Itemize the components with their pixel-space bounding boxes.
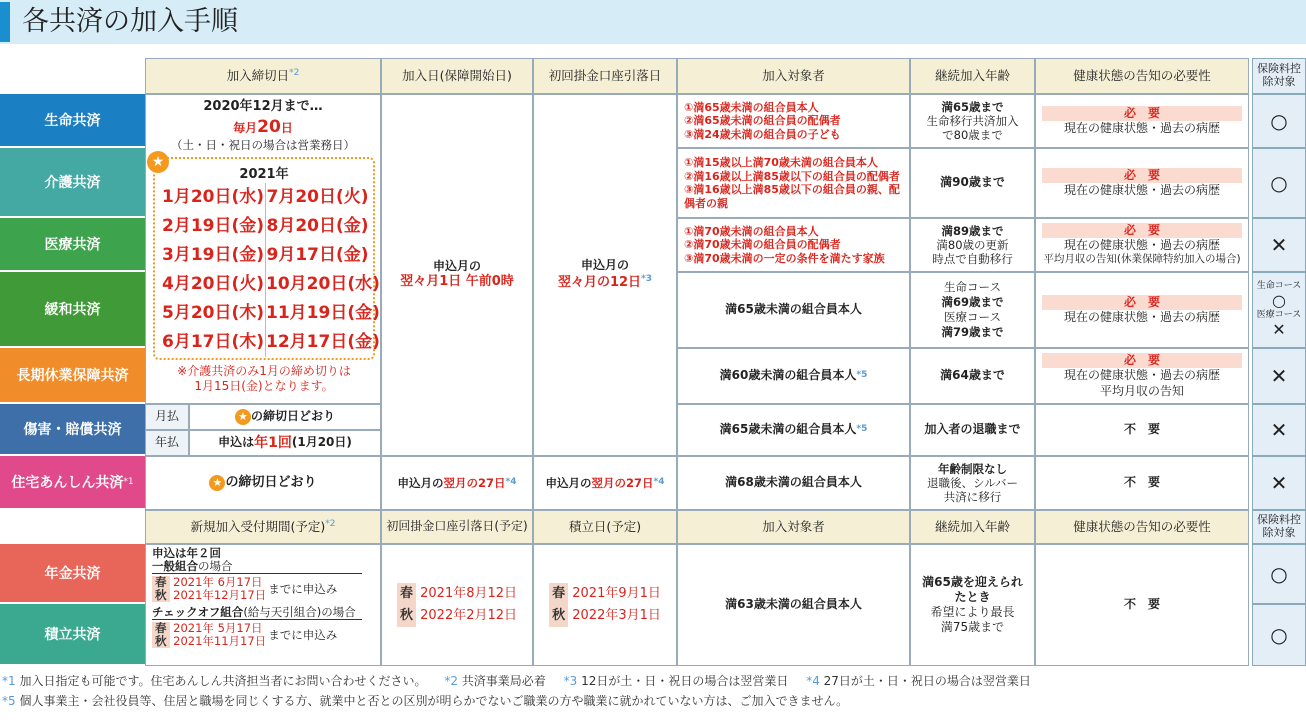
deadline-date: 7月20日(火): [266, 187, 369, 207]
annual-text: 申込は 年1回 (1月20日): [189, 430, 381, 456]
pension-accum: 春 2021年9月1日 秋 2022年3月1日: [533, 544, 677, 666]
deduction-kaigo: ○: [1252, 148, 1306, 218]
header-continue-age: 継続加入年齢: [910, 58, 1035, 94]
health-kanwa: 必 要 現在の健康状態・過去の病歴: [1035, 272, 1249, 348]
pension-age: 満65歳を迎えられ たとき 希望により最長 満75歳まで: [910, 544, 1035, 666]
header-deadline: 加入締切日$^{*2}$: [145, 58, 381, 94]
dates-box: [153, 157, 380, 360]
first-debit-cell: 申込月の 翌々月の12日$^{*3}$: [533, 94, 677, 456]
deduction-kyugyo: ✕: [1252, 348, 1306, 404]
deadline-holiday-note: （土・日・祝日の場合は営業務日）: [171, 137, 355, 152]
deduction-shogai: ✕: [1252, 404, 1306, 456]
health-jutaku: 不 要: [1035, 456, 1249, 510]
header2-period: 新規加入受付期間(予定)$^{*2}$: [145, 510, 381, 544]
deadline-monthly: 毎月20日: [233, 116, 293, 137]
age-kanwa: 生命コース 満69歳まで 医療コース 満79歳まで: [910, 272, 1035, 348]
eligible-jutaku: 満68歳未満の組合員本人: [677, 456, 910, 510]
header-health: 健康状態の告知の必要性: [1035, 58, 1249, 94]
deduction-kanwa: 生命コース ○ 医療コース ✕: [1252, 272, 1306, 348]
deadline-date: 3月19日(金): [161, 245, 265, 265]
deduction-tsumitate: ○: [1252, 604, 1306, 666]
age-seimei: 満65歳まで 生命移行共済加入 で80歳まで: [910, 94, 1035, 148]
deduction-iryo: ✕: [1252, 218, 1306, 272]
pension-health: 不 要: [1035, 544, 1249, 666]
star-icon: ★: [235, 409, 251, 425]
row-label-kyugyo: 長期休業保障共済: [0, 348, 145, 404]
row-label-tsumitate: 積立共済: [0, 604, 145, 666]
deduction-jutaku: ✕: [1252, 456, 1306, 510]
deadline-line1: 2020年12月まで…: [203, 99, 323, 114]
deadline-date: 1月20日(水): [161, 187, 265, 207]
deadline-date: 6月17日(木): [161, 332, 265, 352]
eligible-iryo: ①満70歳未満の組合員本人 ②満70歳未満の組合員の配偶者 ③満70歳未満の一定の条件を満たす家族: [677, 218, 910, 272]
row-label-jutaku: 住宅あんしん共済 *1: [0, 456, 145, 510]
deadline-date: 2月19日(金): [161, 216, 265, 236]
row-label-seimei: 生命共済: [0, 94, 145, 148]
deadline-date: 5月20日(木): [161, 303, 265, 323]
health-kaigo: 必 要 現在の健康状態・過去の病歴: [1035, 148, 1249, 218]
row-label-iryo: 医療共済: [0, 218, 145, 272]
header2-health: 健康状態の告知の必要性: [1035, 510, 1249, 544]
deadline-date: 9月17日(金): [266, 245, 369, 265]
age-kaigo: 満90歳まで: [910, 148, 1035, 218]
header-first-debit: 初回掛金口座引落日: [533, 58, 677, 94]
pension-first-debit: 春 2021年8月12日 秋 2022年2月12日: [381, 544, 533, 666]
header2-deduction: 保険料控除対象: [1252, 510, 1306, 544]
kaigo-deadline-note: ※介護共済のみ1月の締め切りは 1月15日(金)となります。: [177, 364, 351, 393]
health-iryo: 必 要 現在の健康状態・過去の病歴 平均月収の告知(休業保障特約加入の場合): [1035, 218, 1249, 272]
pension-eligible: 満63歳未満の組合員本人: [677, 544, 910, 666]
title-accent-mark: [0, 2, 10, 42]
deadline-date: 11月19日(金): [266, 303, 380, 323]
page-title: 各共済の加入手順: [22, 6, 238, 37]
deadline-date: 8月20日(金): [266, 216, 369, 236]
header-deduction: 保険料控除対象: [1252, 58, 1306, 94]
header2-first-debit: 初回掛金口座引落日(予定): [381, 510, 533, 544]
eligible-kyugyo: 満60歳未満の組合員本人 *5: [677, 348, 910, 404]
row-label-shogai: 傷害・賠償共済: [0, 404, 145, 456]
eligible-kaigo: ①満15歳以上満70歳未満の組合員本人 ②満16歳以上満85歳以下の組合員の配偶者 ③満16歳以上満85歳以下の組合員の親、配偶者の親: [677, 148, 910, 218]
dates-year: 2021年: [239, 167, 289, 182]
health-seimei: 必 要 現在の健康状態・過去の病歴: [1035, 94, 1249, 148]
eligible-seimei: ①満65歳未満の組合員本人 ②満65歳未満の組合員の配偶者 ③満24歳未満の組合員の子ども: [677, 94, 910, 148]
health-kyugyo: 必 要 現在の健康状態・過去の病歴 平均月収の告知: [1035, 348, 1249, 404]
deadline-date: 12月17日(金): [266, 332, 380, 352]
health-shogai: 不 要: [1035, 404, 1249, 456]
header2-continue-age: 継続加入年齢: [910, 510, 1035, 544]
monthly-text: ★ の締切日どおり: [189, 404, 381, 430]
header-eligible: 加入対象者: [677, 58, 910, 94]
row-label-kaigo: 介護共済: [0, 148, 145, 218]
row-label-kanwa: 緩和共済: [0, 272, 145, 348]
eligible-shogai: 満65歳未満の組合員本人 *5: [677, 404, 910, 456]
age-kyugyo: 満64歳まで: [910, 348, 1035, 404]
star-icon: ★: [147, 151, 169, 173]
annual-label: 年払: [145, 430, 189, 456]
pension-period: 申込は年２回 一般組合の場合 春 2021年 6月17日 秋 2021年12月17日 までに申込み チェックオフ組合(給与天引組合)の場合 春 2021年 5月17日 秋 2021年11月17日 までに申込み: [145, 544, 381, 666]
age-jutaku: 年齢制限なし 退職後、シルバー 共済に移行: [910, 456, 1035, 510]
start-cell: 申込月の 翌々月1日 午前0時: [381, 94, 533, 456]
deadline-date: 10月20日(水): [266, 274, 380, 294]
footnotes-line2: *5 個人事業主・会社役員等、住居と職場を同じくする方、就業中と否との区別が明らかでないご職業の方や職業に就かれていない方は、ご加入できません。: [2, 694, 849, 708]
age-shogai: 加入者の退職まで: [910, 404, 1035, 456]
jutaku-first-debit: 申込月の 翌月の27日 *4: [533, 456, 677, 510]
row-label-nenkin: 年金共済: [0, 544, 145, 604]
deduction-nenkin: ○: [1252, 544, 1306, 604]
jutaku-deadline: ★ の締切日どおり: [145, 456, 381, 510]
deduction-seimei: ○: [1252, 94, 1306, 148]
header2-eligible: 加入対象者: [677, 510, 910, 544]
footnotes-line1: *1 加入日指定も可能です。住宅あんしん共済担当者にお問い合わせください。 *2 共済事業局必着 *3 12日が土・日・祝日の場合は翌営業日 *4 27日が土・日・祝日の場合は翌営業日: [2, 674, 1031, 688]
header2-accum: 積立日(予定): [533, 510, 677, 544]
age-iryo: 満89歳まで 満80歳の更新 時点で自動移行: [910, 218, 1035, 272]
deadline-date: 4月20日(火): [161, 274, 265, 294]
monthly-label: 月払: [145, 404, 189, 430]
eligible-kanwa: 満65歳未満の組合員本人: [677, 272, 910, 348]
star-icon: ★: [209, 475, 225, 491]
jutaku-start: 申込月の 翌月の27日 *4: [381, 456, 533, 510]
header-start: 加入日(保障開始日): [381, 58, 533, 94]
title-bar: [0, 0, 1306, 44]
